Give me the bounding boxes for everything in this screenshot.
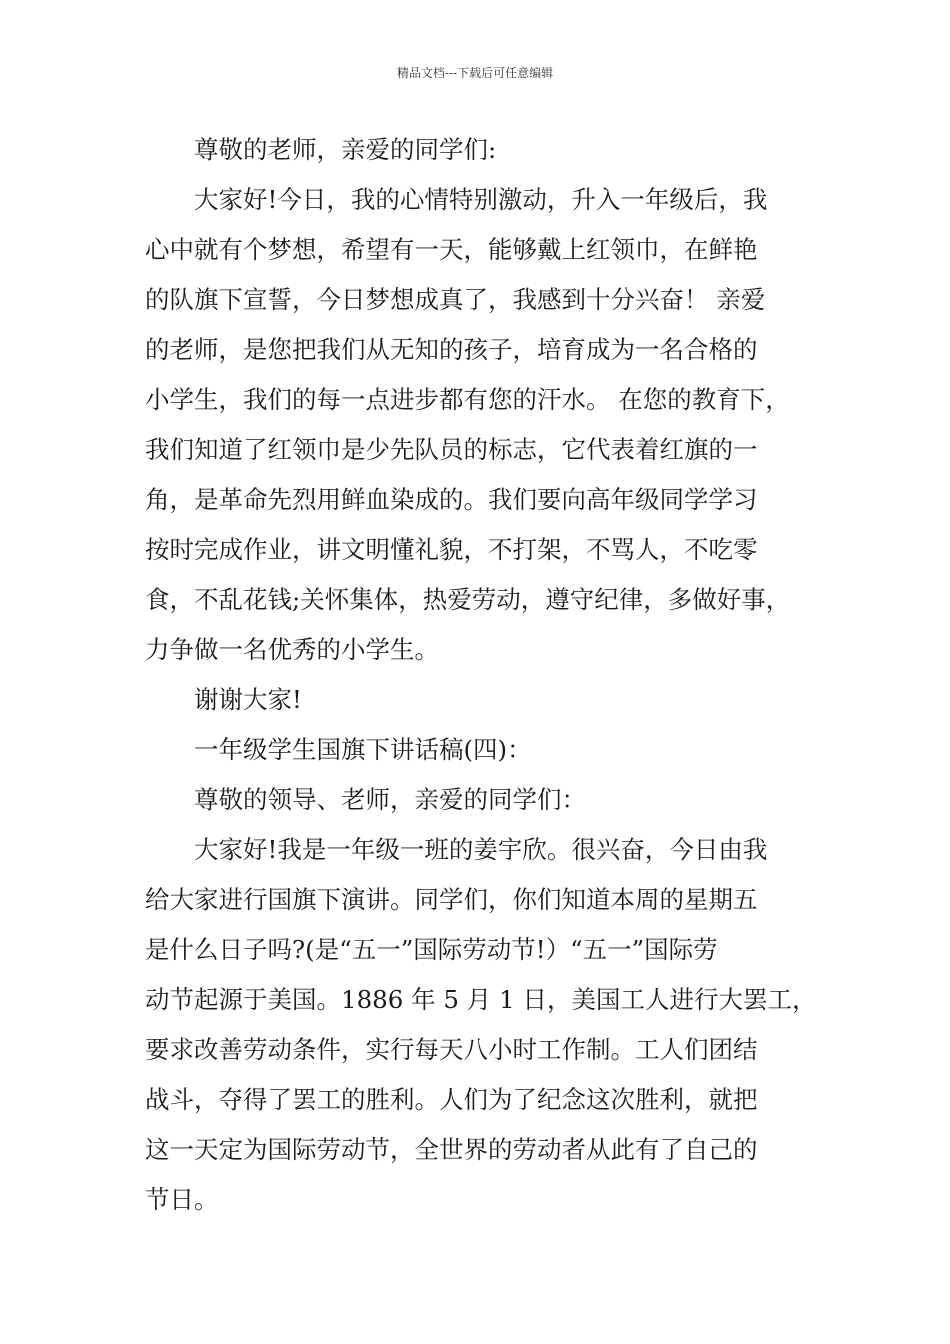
text-line: 给大家进行国旗下演讲。同学们，你们知道本周的星期五 — [145, 885, 758, 914]
text-line: 尊敬的老师，亲爱的同学们: — [194, 135, 497, 164]
text-line: 心中就有个梦想，希望有一天，能够戴上红领巾，在鲜艳 — [145, 235, 758, 264]
text-line: 节日。 — [145, 1185, 219, 1214]
text-line: 动节起源于美国。1886 年 5 月 1 日，美国工人进行大罢工， — [145, 985, 817, 1014]
text-line: 角，是革命先烈用鲜血染成的。我们要向高年级同学学习 — [145, 485, 758, 514]
text-line: 这一天定为国际劳动节，全世界的劳动者从此有了自己的 — [145, 1135, 758, 1164]
text-line: 要求改善劳动条件，实行每天八小时工作制。工人们团结 — [145, 1035, 758, 1064]
text-line: 的队旗下宣誓，今日梦想成真了，我感到十分兴奋！ 亲爱 — [145, 285, 766, 314]
text-line: 一年级学生国旗下讲话稿(四)： — [194, 735, 532, 764]
page-header: 精品文档---下载后可任意编辑 — [396, 66, 554, 80]
text-line: 食，不乱花钱;关怀集体，热爱劳动，遵守纪律，多做好事， — [145, 585, 791, 614]
text-line: 的老师，是您把我们从无知的孩子，培育成为一名合格的 — [145, 335, 758, 364]
text-line: 尊敬的领导、老师，亲爱的同学们： — [194, 785, 586, 814]
text-line: 我们知道了红领巾是少先队员的标志，它代表着红旗的一 — [145, 435, 758, 464]
document-body — [145, 125, 825, 1225]
text-line: 大家好!今日，我的心情特别激动，升入一年级后，我 — [194, 185, 768, 214]
text-line: 按时完成作业，讲文明懂礼貌，不打架，不骂人，不吃零 — [145, 535, 758, 564]
text-line: 大家好!我是一年级一班的姜宇欣。很兴奋，今日由我 — [194, 835, 768, 864]
text-line: 谢谢大家! — [194, 685, 302, 714]
text-line: 小学生，我们的每一点进步都有您的汗水。 在您的教育下， — [145, 385, 790, 414]
text-line: 战斗，夺得了罢工的胜利。人们为了纪念这次胜利，就把 — [145, 1085, 758, 1114]
text-line: 力争做一名优秀的小学生。 — [145, 635, 439, 664]
text-line: 是什么日子吗?(是“五一”国际劳动节!）“五一”国际劳 — [145, 935, 718, 964]
